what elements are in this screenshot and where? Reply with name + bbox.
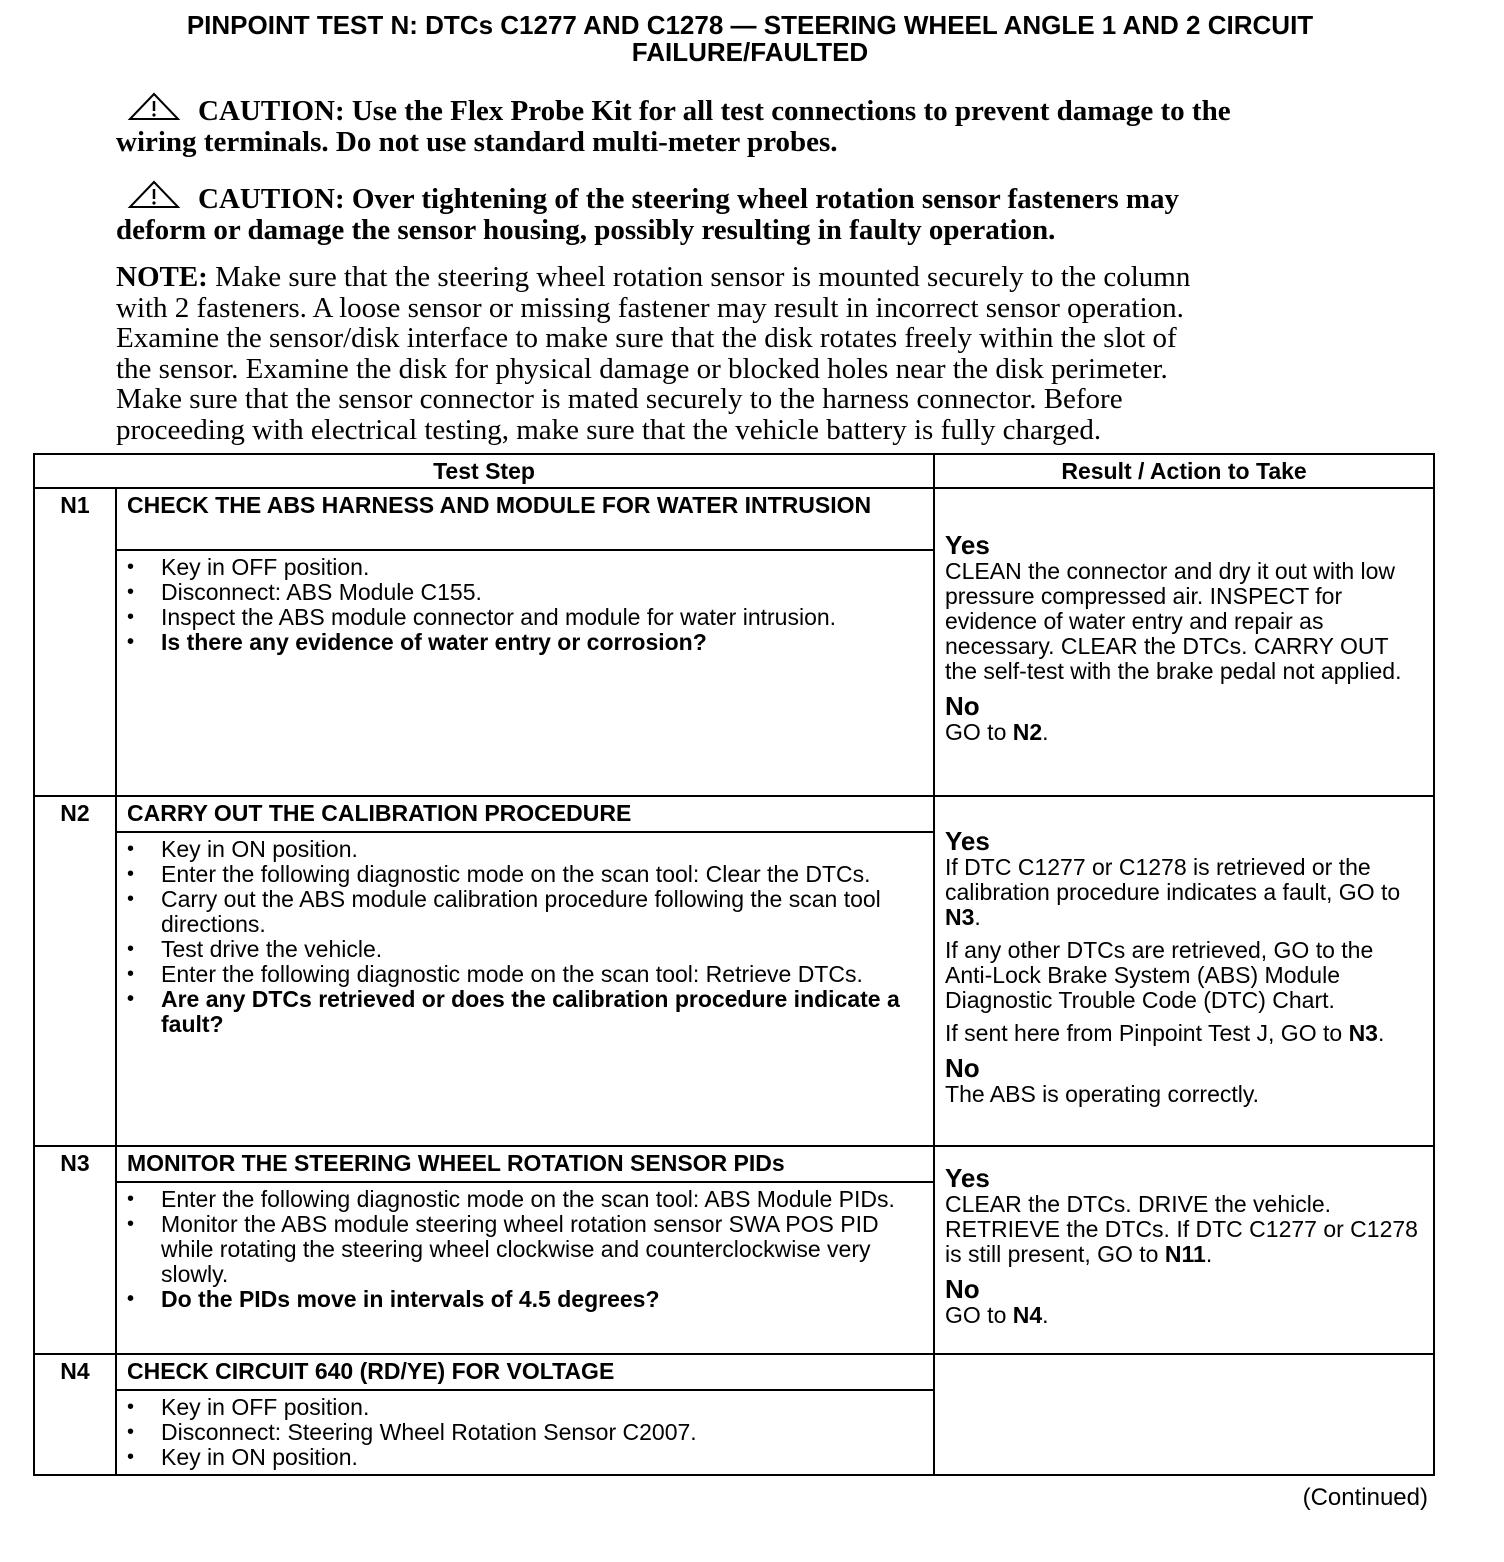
note-line: Examine the sensor/disk interface to make sure that the disk rotates freely within the slot of [116, 322, 1177, 355]
result-text-part: . [1042, 719, 1049, 745]
step-reference: N3 [1348, 1020, 1378, 1046]
list-item: • Disconnect: Steering Wheel Rotation Sensor C2007. [161, 1420, 923, 1445]
list-item: • Enter the following diagnostic mode on the scan tool: ABS Module PIDs. [161, 1187, 923, 1212]
blank-cell [34, 1182, 116, 1354]
caution-1-line-2: wiring terminals. Do not use standard multi-meter probes. [116, 126, 838, 158]
caution-2-line-1: CAUTION: Over tightening of the steering wheel rotation sensor fasteners may [198, 183, 1180, 215]
page-title [100, 12, 1400, 66]
note-line: Make sure that the sensor connector is mated securely to the harness connector. Before [116, 383, 1123, 416]
step-result [934, 1354, 1434, 1475]
warning-triangle-icon [126, 180, 182, 210]
result-no-text [945, 720, 1423, 745]
blank-cell [34, 550, 116, 796]
caution-1 [116, 92, 1376, 158]
step-title: CHECK CIRCUIT 640 (RD/YE) FOR VOLTAGE [116, 1354, 934, 1390]
step-question: • Is there any evidence of water entry or corrosion? [161, 630, 923, 655]
result-no-text: The ABS is operating correctly. [945, 1081, 1260, 1107]
step-actions [116, 550, 934, 796]
list-item: • Enter the following diagnostic mode on the scan tool: Clear the DTCs. [161, 862, 923, 887]
result-yes-label: Yes [945, 530, 990, 560]
result-text-part: . [1042, 1302, 1049, 1328]
step-id: N3 [34, 1146, 116, 1182]
table-row [34, 488, 1434, 550]
step-actions [116, 1182, 934, 1354]
note-line: proceeding with electrical testing, make sure that the vehicle battery is fully charged. [116, 413, 1102, 446]
step-actions [116, 1390, 934, 1475]
step-result [934, 488, 1434, 796]
note [116, 262, 1356, 446]
blank-cell [34, 1390, 116, 1475]
result-text-part: GO to [945, 1302, 1013, 1328]
step-actions [116, 832, 934, 1146]
list-item: • Monitor the ABS module steering wheel rotation sensor SWA POS PID while rotating the steering wheel clockwise and counterclockwise very slowly. [161, 1212, 923, 1287]
continued-label: (Continued) [1302, 1484, 1428, 1511]
caution-2-line-2: deform or damage the sensor housing, possibly resulting in faulty operation. [116, 214, 1056, 246]
list-item: • Inspect the ABS module connector and module for water intrusion. [161, 605, 923, 630]
step-reference: N2 [1012, 719, 1043, 745]
result-text-part: . [1205, 1241, 1213, 1267]
note-line: with 2 fasteners. A loose sensor or missing fastener may result in incorrect sensor operation. [116, 291, 1184, 324]
table-header-row [34, 454, 1434, 488]
result-no-label: No [945, 691, 980, 721]
note-label: NOTE: [116, 261, 208, 293]
list-item: • Key in ON position. [161, 1445, 923, 1470]
step-reference: N4 [1012, 1302, 1043, 1328]
list-item: • Key in OFF position. [161, 1395, 923, 1420]
caution-1-line-1: CAUTION: Use the Flex Probe Kit for all test connections to prevent damage to the [198, 95, 1231, 127]
result-yes-text [945, 855, 1423, 930]
step-result [934, 1146, 1434, 1354]
table-row [34, 1354, 1434, 1390]
result-yes-text [945, 1021, 1423, 1046]
title-line-1: PINPOINT TEST N: DTCs C1277 AND C1278 — STEERING WHEEL ANGLE 1 AND 2 CIRCUIT [186, 10, 1314, 40]
header-test-step: Test Step [34, 454, 934, 488]
step-id: N2 [34, 796, 116, 832]
list-item: • Test drive the vehicle. [161, 937, 923, 962]
step-question: • Do the PIDs move in intervals of 4.5 degrees? [161, 1287, 923, 1312]
step-id: N1 [34, 488, 116, 550]
result-no-text [945, 1303, 1423, 1328]
result-text-part: If sent here from Pinpoint Test J, GO to [945, 1020, 1349, 1046]
list-item: • Carry out the ABS module calibration procedure following the scan tool directions. [161, 887, 923, 937]
list-item: • Key in OFF position. [161, 555, 923, 580]
list-item: • Disconnect: ABS Module C155. [161, 580, 923, 605]
result-no-label: No [945, 1053, 980, 1083]
result-text-part: GO to [945, 719, 1013, 745]
step-reference: N3 [945, 904, 975, 930]
result-yes-label: Yes [945, 1163, 990, 1193]
step-title: MONITOR THE STEERING WHEEL ROTATION SENSOR PIDs [116, 1146, 934, 1182]
result-text-part: . [974, 904, 981, 930]
result-yes-text: If any other DTCs are retrieved, GO to the Anti-Lock Brake System (ABS) Module Diagnostic Trouble Code (DTC) Chart. [945, 937, 1374, 1013]
result-text-part: CLEAR the DTCs. DRIVE the vehicle. RETRIEVE the DTCs. If DTC C1277 or C1278 is still present, GO to [945, 1191, 1418, 1267]
table-row [34, 796, 1434, 832]
note-line: the sensor. Examine the disk for physical damage or blocked holes near the disk perimeter. [116, 352, 1168, 385]
result-no-label: No [945, 1274, 980, 1304]
step-question: • Are any DTCs retrieved or does the calibration procedure indicate a fault? [161, 987, 923, 1037]
table-row [34, 1146, 1434, 1182]
result-text-part: If DTC C1277 or C1278 is retrieved or the calibration procedure indicates a fault, GO to [945, 854, 1401, 905]
result-yes-label: Yes [945, 826, 990, 856]
blank-cell [34, 832, 116, 1146]
pinpoint-test-table [33, 453, 1435, 1476]
step-id: N4 [34, 1354, 116, 1390]
step-reference: N11 [1164, 1241, 1206, 1267]
step-result [934, 796, 1434, 1146]
result-text-part: . [1377, 1020, 1385, 1046]
list-item: • Key in ON position. [161, 837, 923, 862]
list-item: • Enter the following diagnostic mode on the scan tool: Retrieve DTCs. [161, 962, 923, 987]
header-result: Result / Action to Take [934, 454, 1434, 488]
caution-2 [116, 180, 1376, 246]
result-yes-text [945, 1192, 1423, 1267]
result-yes-text: CLEAN the connector and dry it out with low pressure compressed air. INSPECT for evidence of water entry and repair as necessary. CLEAR the DTCs. CARRY OUT the self-test with the brake pedal not applied. [945, 558, 1402, 684]
step-title: CHECK THE ABS HARNESS AND MODULE FOR WATER INTRUSION [116, 488, 934, 550]
step-title: CARRY OUT THE CALIBRATION PROCEDURE [116, 796, 934, 832]
note-line: Make sure that the steering wheel rotation sensor is mounted securely to the column [207, 261, 1191, 293]
warning-triangle-icon [126, 92, 182, 122]
title-line-2: FAILURE/FAULTED [631, 37, 869, 67]
